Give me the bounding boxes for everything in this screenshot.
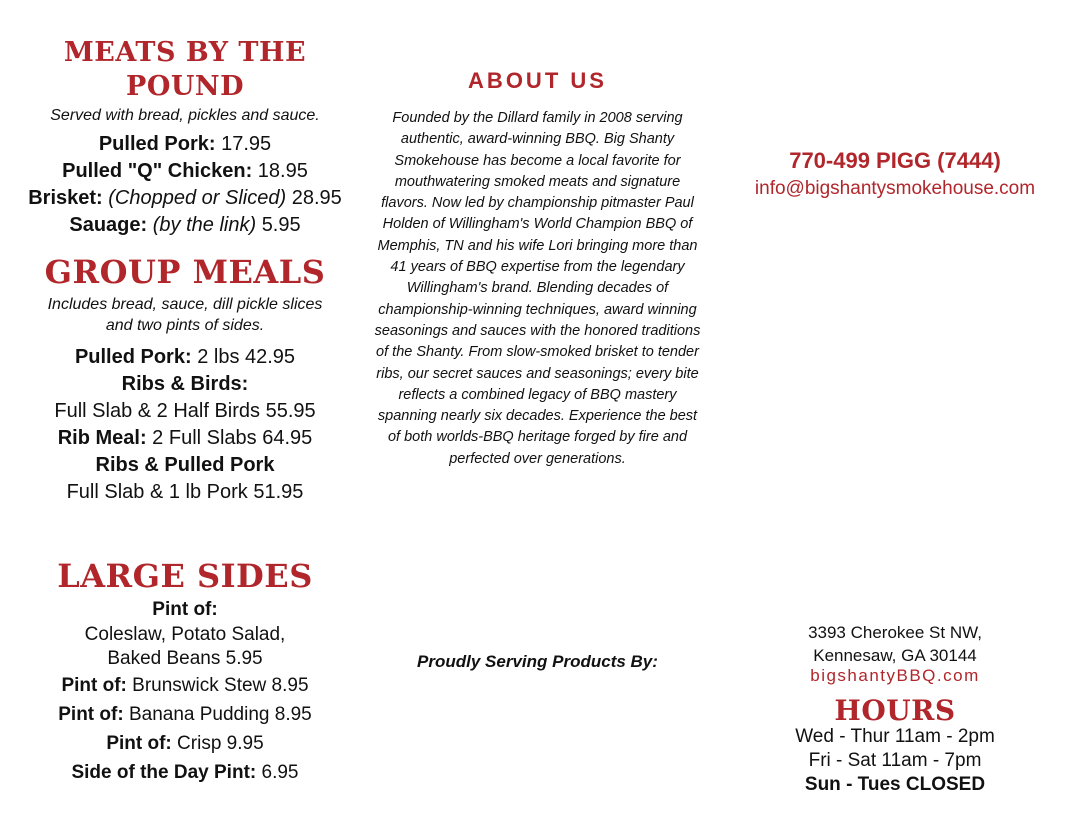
meat-item-name: Sauage: <box>69 214 148 236</box>
meat-item <box>10 158 360 185</box>
group-meal-label: Ribs & Birds: <box>121 373 249 395</box>
side-item-label: Side of the Day Pint: <box>71 762 257 783</box>
group-meals-title: GROUP MEALS <box>44 253 326 291</box>
meats-section <box>10 36 360 239</box>
group-meal-value: 2 lbs 42.95 <box>197 346 296 368</box>
hours-line-3: Sun - Tues CLOSED <box>804 774 986 795</box>
side-item-value: Coleslaw, Potato Salad, <box>84 624 286 645</box>
meat-item-price: 17.95 <box>221 133 272 155</box>
side-item-label: Pint of: <box>106 733 172 754</box>
side-item <box>10 700 360 729</box>
side-item-label-text: Pint of: <box>152 599 218 620</box>
meats-title: MEATS BY THE POUND <box>63 37 307 102</box>
side-item <box>10 758 360 787</box>
side-item-label: Pint of: <box>58 704 124 725</box>
proudly-serving-text: Proudly Serving Products By: <box>417 652 658 671</box>
large-sides-section <box>10 556 360 787</box>
group-meals-subtitle-1: Includes bread, sauce, dill pickle slices <box>47 296 323 313</box>
meat-item <box>10 131 360 158</box>
side-item-label: Pint of: <box>61 675 127 696</box>
meat-item <box>10 185 360 212</box>
about-body: Founded by the Dillard family in 2008 serving authentic, award-winning BBQ. Big Shanty Smokehouse has become a local favorite for mouthwatering smoked meats and signature flavors. Now led by championship pitmaster Paul Holden of Willingham's World Champion BBQ of Memphis, TN and his wife Lori bringing more than 41 years of BBQ expertise from the legendary Willingham's brand. Blending decades of championship-winning techniques, award winning seasonings and sauces with the honored traditions of the Shanty. From slow-smoked brisket to tender ribs, our secret sauces and seasonings; every bite reflects a combined legacy of BBQ mastery spanning nearly six decades. Experience the best of both worlds-BBQ heritage forged by fire and perfected over generations. <box>374 110 701 467</box>
group-meal-label: Rib Meal: <box>57 427 147 449</box>
about-column <box>365 0 710 840</box>
side-item-value: Baked Beans 5.95 <box>107 648 263 669</box>
side-item <box>10 671 360 700</box>
address-line-2: Kennesaw, GA 30144 <box>813 646 977 665</box>
meat-item-price: 5.95 <box>261 214 301 236</box>
meat-item <box>10 212 360 239</box>
meat-item-note: (by the link) <box>152 214 257 236</box>
group-meal-label: Ribs & Pulled Pork <box>95 454 275 476</box>
group-meals-section <box>10 252 360 506</box>
phone-number[interactable]: 770-499 PIGG (7444) <box>789 148 1001 173</box>
hours-line-2: Fri - Sat 11am - 7pm <box>808 750 982 771</box>
group-meal-label: Pulled Pork: <box>74 346 192 368</box>
meat-item-price: 28.95 <box>291 187 342 209</box>
meat-item-name: Pulled Pork: <box>98 133 216 155</box>
group-meal-item <box>10 371 360 398</box>
about-title: ABOUT US <box>468 68 607 93</box>
group-meal-value: Full Slab & 1 lb Pork 51.95 <box>66 481 304 503</box>
group-meal-item <box>10 344 360 371</box>
side-item-value: Banana Pudding 8.95 <box>128 704 312 725</box>
side-item-value: Brunswick Stew 8.95 <box>132 675 309 696</box>
large-sides-title: LARGE SIDES <box>57 557 313 595</box>
hours-title: HOURS <box>834 694 956 727</box>
group-meals-list <box>10 344 360 506</box>
side-item-value: Crisp 9.95 <box>177 733 264 754</box>
contact-column <box>720 0 1070 840</box>
group-meal-item <box>10 425 360 452</box>
meat-item-name: Brisket: <box>28 187 103 209</box>
website-link[interactable]: bigshantyBBQ.com <box>810 666 980 685</box>
side-item-value: 6.95 <box>261 762 299 783</box>
meat-item-note: (Chopped or Sliced) <box>108 187 287 209</box>
meats-subtitle: Served with bread, pickles and sauce. <box>50 107 320 124</box>
hours-line-1: Wed - Thur 11am - 2pm <box>795 726 995 747</box>
group-meal-item <box>10 452 360 479</box>
group-meal-value: 2 Full Slabs 64.95 <box>152 427 313 449</box>
side-item-label <box>10 597 360 623</box>
email-link[interactable]: info@bigshantysmokehouse.com <box>754 178 1036 199</box>
meats-list <box>10 131 360 239</box>
address-line-1: 3393 Cherokee St NW, <box>808 623 982 642</box>
side-item <box>10 729 360 758</box>
meat-item-price: 18.95 <box>257 160 308 182</box>
group-meals-subtitle-2: and two pints of sides. <box>105 317 265 334</box>
meat-item-name: Pulled "Q" Chicken: <box>62 160 253 182</box>
group-meal-value: Full Slab & 2 Half Birds 55.95 <box>54 400 316 422</box>
